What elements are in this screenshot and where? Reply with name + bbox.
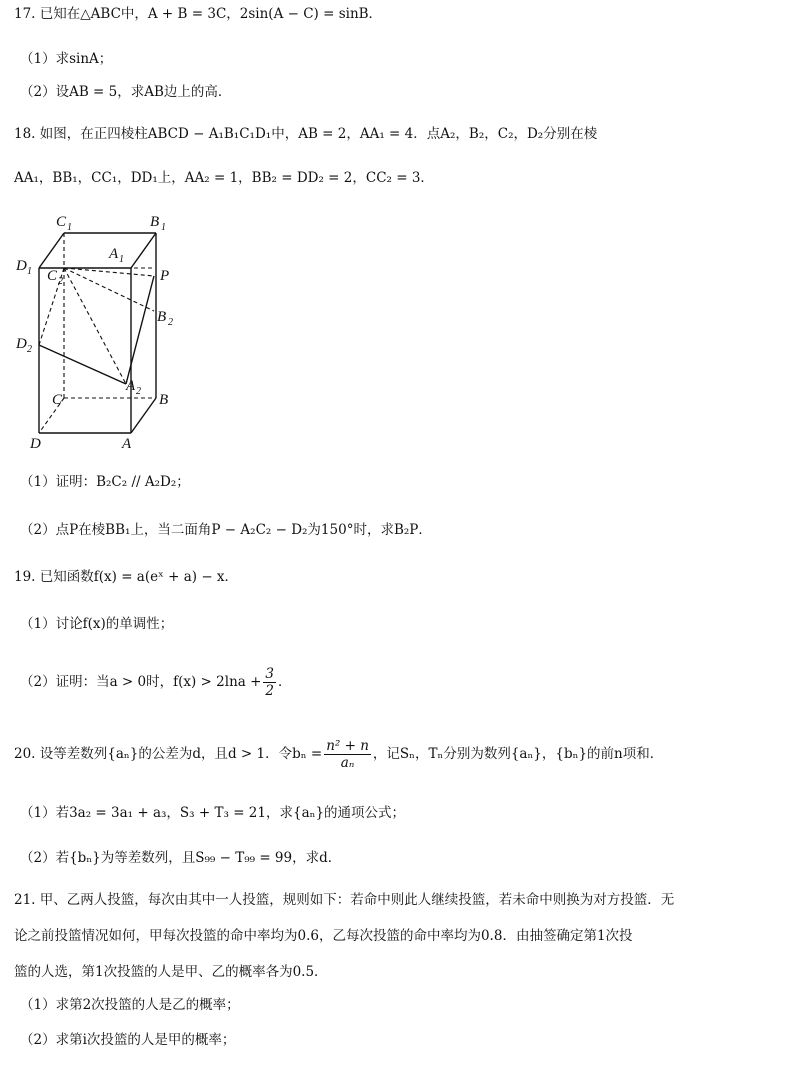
- label-C: C: [52, 392, 63, 408]
- problem-17-part2: （2）设AB = 5，求AB边上的高．: [20, 84, 232, 100]
- fraction-bn: [324, 738, 371, 771]
- label-C1-sub: 1: [67, 222, 72, 233]
- problem-20-stem: [14, 738, 663, 771]
- problem-17-stem: 17. 已知在△ABC中，A + B = 3C，2sin(A − C) = sinB．: [14, 6, 383, 22]
- label-P: P: [160, 268, 170, 284]
- label-B2-sub: 2: [168, 317, 173, 328]
- problem-20-part2: （2）若{bₙ}为等差数列，且S₉₉ − T₉₉ = 99，求d．: [20, 850, 342, 866]
- label-B2: B: [157, 309, 167, 325]
- label-B1-sub: 1: [161, 222, 166, 233]
- label-D1: D: [16, 258, 27, 274]
- problem-20-part1: （1）若3a₂ = 3a₁ + a₃，S₃ + T₃ = 21，求{aₙ}的通项公式；: [20, 805, 406, 821]
- label-C2: C: [47, 268, 58, 284]
- label-D2-sub: 2: [27, 344, 32, 355]
- problem-20-stem-end: ，记Sₙ，Tₙ分别为数列{aₙ}，{bₙ}的前n项和．: [372, 746, 664, 762]
- problem-19-part2-text: （2）证明：当a > 0时，f(x) > 2lna +: [20, 674, 262, 690]
- label-A2-sub: 2: [136, 386, 141, 397]
- label-A: A: [122, 436, 132, 452]
- label-D2: D: [16, 336, 27, 352]
- label-C1: C: [56, 214, 67, 230]
- fraction-numerator: 3: [265, 666, 275, 682]
- fraction-denominator: 2: [265, 683, 275, 699]
- problem-17-part1: （1）求sinA；: [20, 51, 113, 67]
- label-A2: A: [126, 378, 136, 394]
- problem-19-part1: （1）讨论f(x)的单调性；: [20, 616, 174, 632]
- label-D: D: [30, 436, 41, 452]
- problem-19-part2-end: ．: [278, 674, 292, 690]
- problem-18-part2: （2）点P在棱BB₁上，当二面角P − A₂C₂ − D₂为150°时，求B₂P．: [20, 522, 432, 538]
- problem-20-stem-text: 20. 设等差数列{aₙ}的公差为d，且d > 1．令bₙ =: [14, 746, 323, 762]
- problem-21-line3: 篮的人选，第1次投篮的人是甲、乙的概率各为0.5．: [14, 964, 328, 980]
- fraction-numerator: n² + n: [326, 738, 369, 754]
- label-A1-sub: 1: [119, 254, 124, 265]
- prism-figure: [14, 208, 184, 453]
- label-A1: A: [109, 246, 119, 262]
- problem-19-part2: [20, 666, 292, 699]
- problem-21-line1: 21. 甲、乙两人投篮，每次由其中一人投篮，规则如下：若命中则此人继续投篮，若未命中则换为对方投篮．无: [14, 892, 675, 908]
- label-B: B: [159, 392, 169, 408]
- problem-21-line2: 论之前投篮情况如何，甲每次投篮的命中率均为0.6，乙每次投篮的命中率均为0.8．由抽签确定第1次投: [14, 928, 633, 944]
- label-B1: B: [150, 214, 160, 230]
- label-C2-sub: 2: [58, 276, 63, 287]
- problem-21-part1: （1）求第2次投篮的人是乙的概率；: [20, 997, 240, 1013]
- fraction-denominator: aₙ: [340, 755, 355, 771]
- label-D1-sub: 1: [27, 266, 32, 277]
- problem-21-part2: （2）求第i次投篮的人是甲的概率；: [20, 1032, 236, 1048]
- problem-18-part1: （1）证明：B₂C₂ // A₂D₂；: [20, 474, 190, 490]
- fraction-three-halves: [263, 666, 276, 699]
- problem-19-stem: 19. 已知函数f(x) = a(eˣ + a) − x．: [14, 569, 239, 585]
- problem-18-stem-line1: 18. 如图，在正四棱柱ABCD − A₁B₁C₁D₁中，AB = 2，AA₁ = 4．点A₂，B₂，C₂，D₂分别在棱: [14, 126, 598, 142]
- problem-18-stem-line2: AA₁，BB₁，CC₁，DD₁上，AA₂ = 1，BB₂ = DD₂ = 2，CC₂ = 3．: [14, 170, 434, 186]
